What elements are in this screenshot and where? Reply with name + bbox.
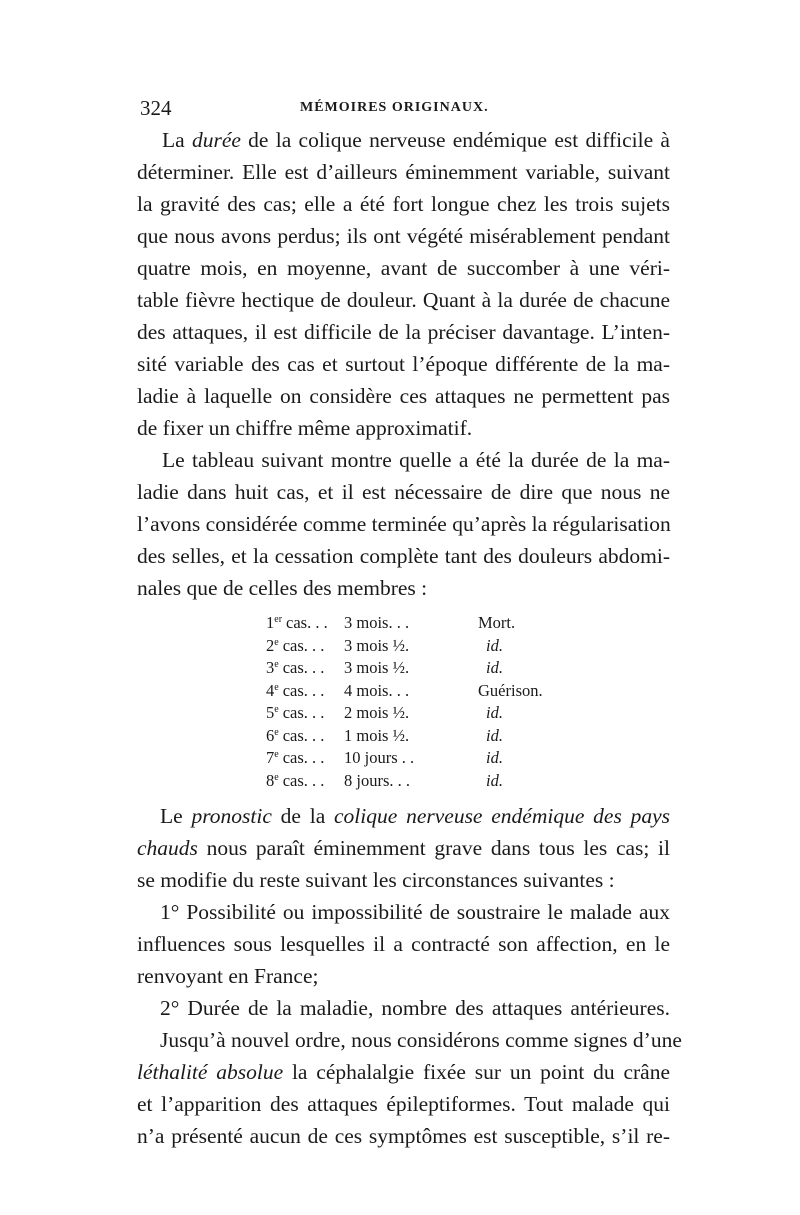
text-line: La durée de la colique nerveuse endémique est difficile à — [162, 128, 670, 152]
text-line: l’avons considérée comme terminée qu’après la régularisation — [137, 512, 671, 536]
case-outcome: id. — [486, 725, 503, 745]
text-line: des selles, et la cessation complète tant des douleurs abdomi- — [137, 544, 670, 568]
text-line: nales que de celles des membres : — [137, 576, 428, 600]
case-row — [260, 770, 620, 793]
case-outcome: Mort. — [478, 613, 516, 632]
text-line: n’a présenté aucun de ces symptômes est susceptible, s’il re- — [137, 1124, 670, 1148]
case-outcome: Guérison. — [478, 680, 543, 700]
page-header — [140, 96, 670, 126]
text-line: la gravité des cas; elle a été fort longue chez les trois sujets — [137, 192, 670, 216]
text-line: sité variable des cas et surtout l’époque différente de la ma- — [137, 352, 670, 376]
text-line: renvoyant en France; — [137, 964, 319, 988]
paragraph-condition-2: 2° Durée de la maladie, nombre des attaques antérieures. — [160, 996, 670, 1020]
running-title: MÉMOIRES ORIGINAUX. — [300, 100, 489, 115]
case-row — [260, 702, 620, 725]
case-row — [260, 635, 620, 658]
text-line: Le tableau suivant montre quelle a été la durée de la ma- — [162, 448, 670, 472]
text-line: que nous avons perdus; ils ont végété misérablement pendant — [137, 224, 670, 248]
text-line: déterminer. Elle est d’ailleurs éminemment variable, suivant — [137, 160, 670, 184]
case-row — [260, 747, 620, 770]
case-number: 3e cas. . . — [266, 658, 325, 677]
case-number: 8e cas. . . — [266, 770, 325, 790]
case-row — [260, 612, 620, 635]
text-line: influences sous lesquelles il a contracté son affection, en le — [137, 932, 670, 956]
case-number: 2e cas. . . — [266, 635, 325, 655]
text-line: des attaques, il est difficile de la préciser davantage. L’inten- — [137, 320, 670, 344]
text-line: ladie à laquelle on considère ces attaques ne permettent pas — [137, 384, 670, 408]
case-outcome: id. — [486, 658, 503, 677]
case-number: 5e cas. . . — [266, 703, 325, 722]
text-line: chauds nous paraît éminemment grave dans tous les cas; il — [137, 836, 670, 860]
case-duration: 4 mois. . . — [344, 680, 410, 700]
case-duration: 3 mois ½. — [344, 658, 410, 677]
case-outcome: id. — [486, 748, 503, 767]
case-row — [260, 680, 620, 703]
case-outcome: id. — [486, 770, 503, 790]
text-line: Le pronostic de la colique nerveuse endémique des pays — [160, 804, 670, 828]
page-number: 324 — [140, 96, 172, 120]
case-outcome: id. — [486, 635, 503, 655]
text-line: 1° Possibilité ou impossibilité de soustraire le malade aux — [160, 900, 670, 924]
case-duration-table — [260, 612, 620, 792]
text-line: table fièvre hectique de douleur. Quant à la durée de chacune — [137, 288, 670, 312]
case-row — [260, 657, 620, 680]
case-duration: 3 mois ½. — [344, 635, 410, 655]
text-line: Jusqu’à nouvel ordre, nous considérons comme signes d’une — [160, 1028, 682, 1052]
case-number: 6e cas. . . — [266, 725, 325, 745]
case-duration: 10 jours . . — [344, 748, 415, 767]
case-row — [260, 725, 620, 748]
case-number: 7e cas. . . — [266, 748, 325, 767]
text-line: ladie dans huit cas, et il est nécessaire de dire que nous ne — [137, 480, 670, 504]
text-line: et l’apparition des attaques épileptiformes. Tout malade qui — [137, 1092, 670, 1116]
text-line: se modifie du reste suivant les circonstances suivantes : — [137, 868, 615, 892]
case-number: 1er cas. . . — [266, 613, 328, 632]
case-number: 4e cas. . . — [266, 680, 325, 700]
case-outcome: id. — [486, 703, 503, 722]
case-duration: 3 mois. . . — [344, 613, 410, 632]
text-line: quatre mois, en moyenne, avant de succomber à une véri- — [137, 256, 670, 280]
case-duration: 8 jours. . . — [344, 770, 410, 790]
case-duration: 1 mois ½. — [344, 725, 410, 745]
text-line: de fixer un chiffre même approximatif. — [137, 416, 473, 440]
text-line: léthalité absolue la céphalalgie fixée sur un point du crâne — [137, 1060, 670, 1084]
case-duration: 2 mois ½. — [344, 703, 410, 722]
